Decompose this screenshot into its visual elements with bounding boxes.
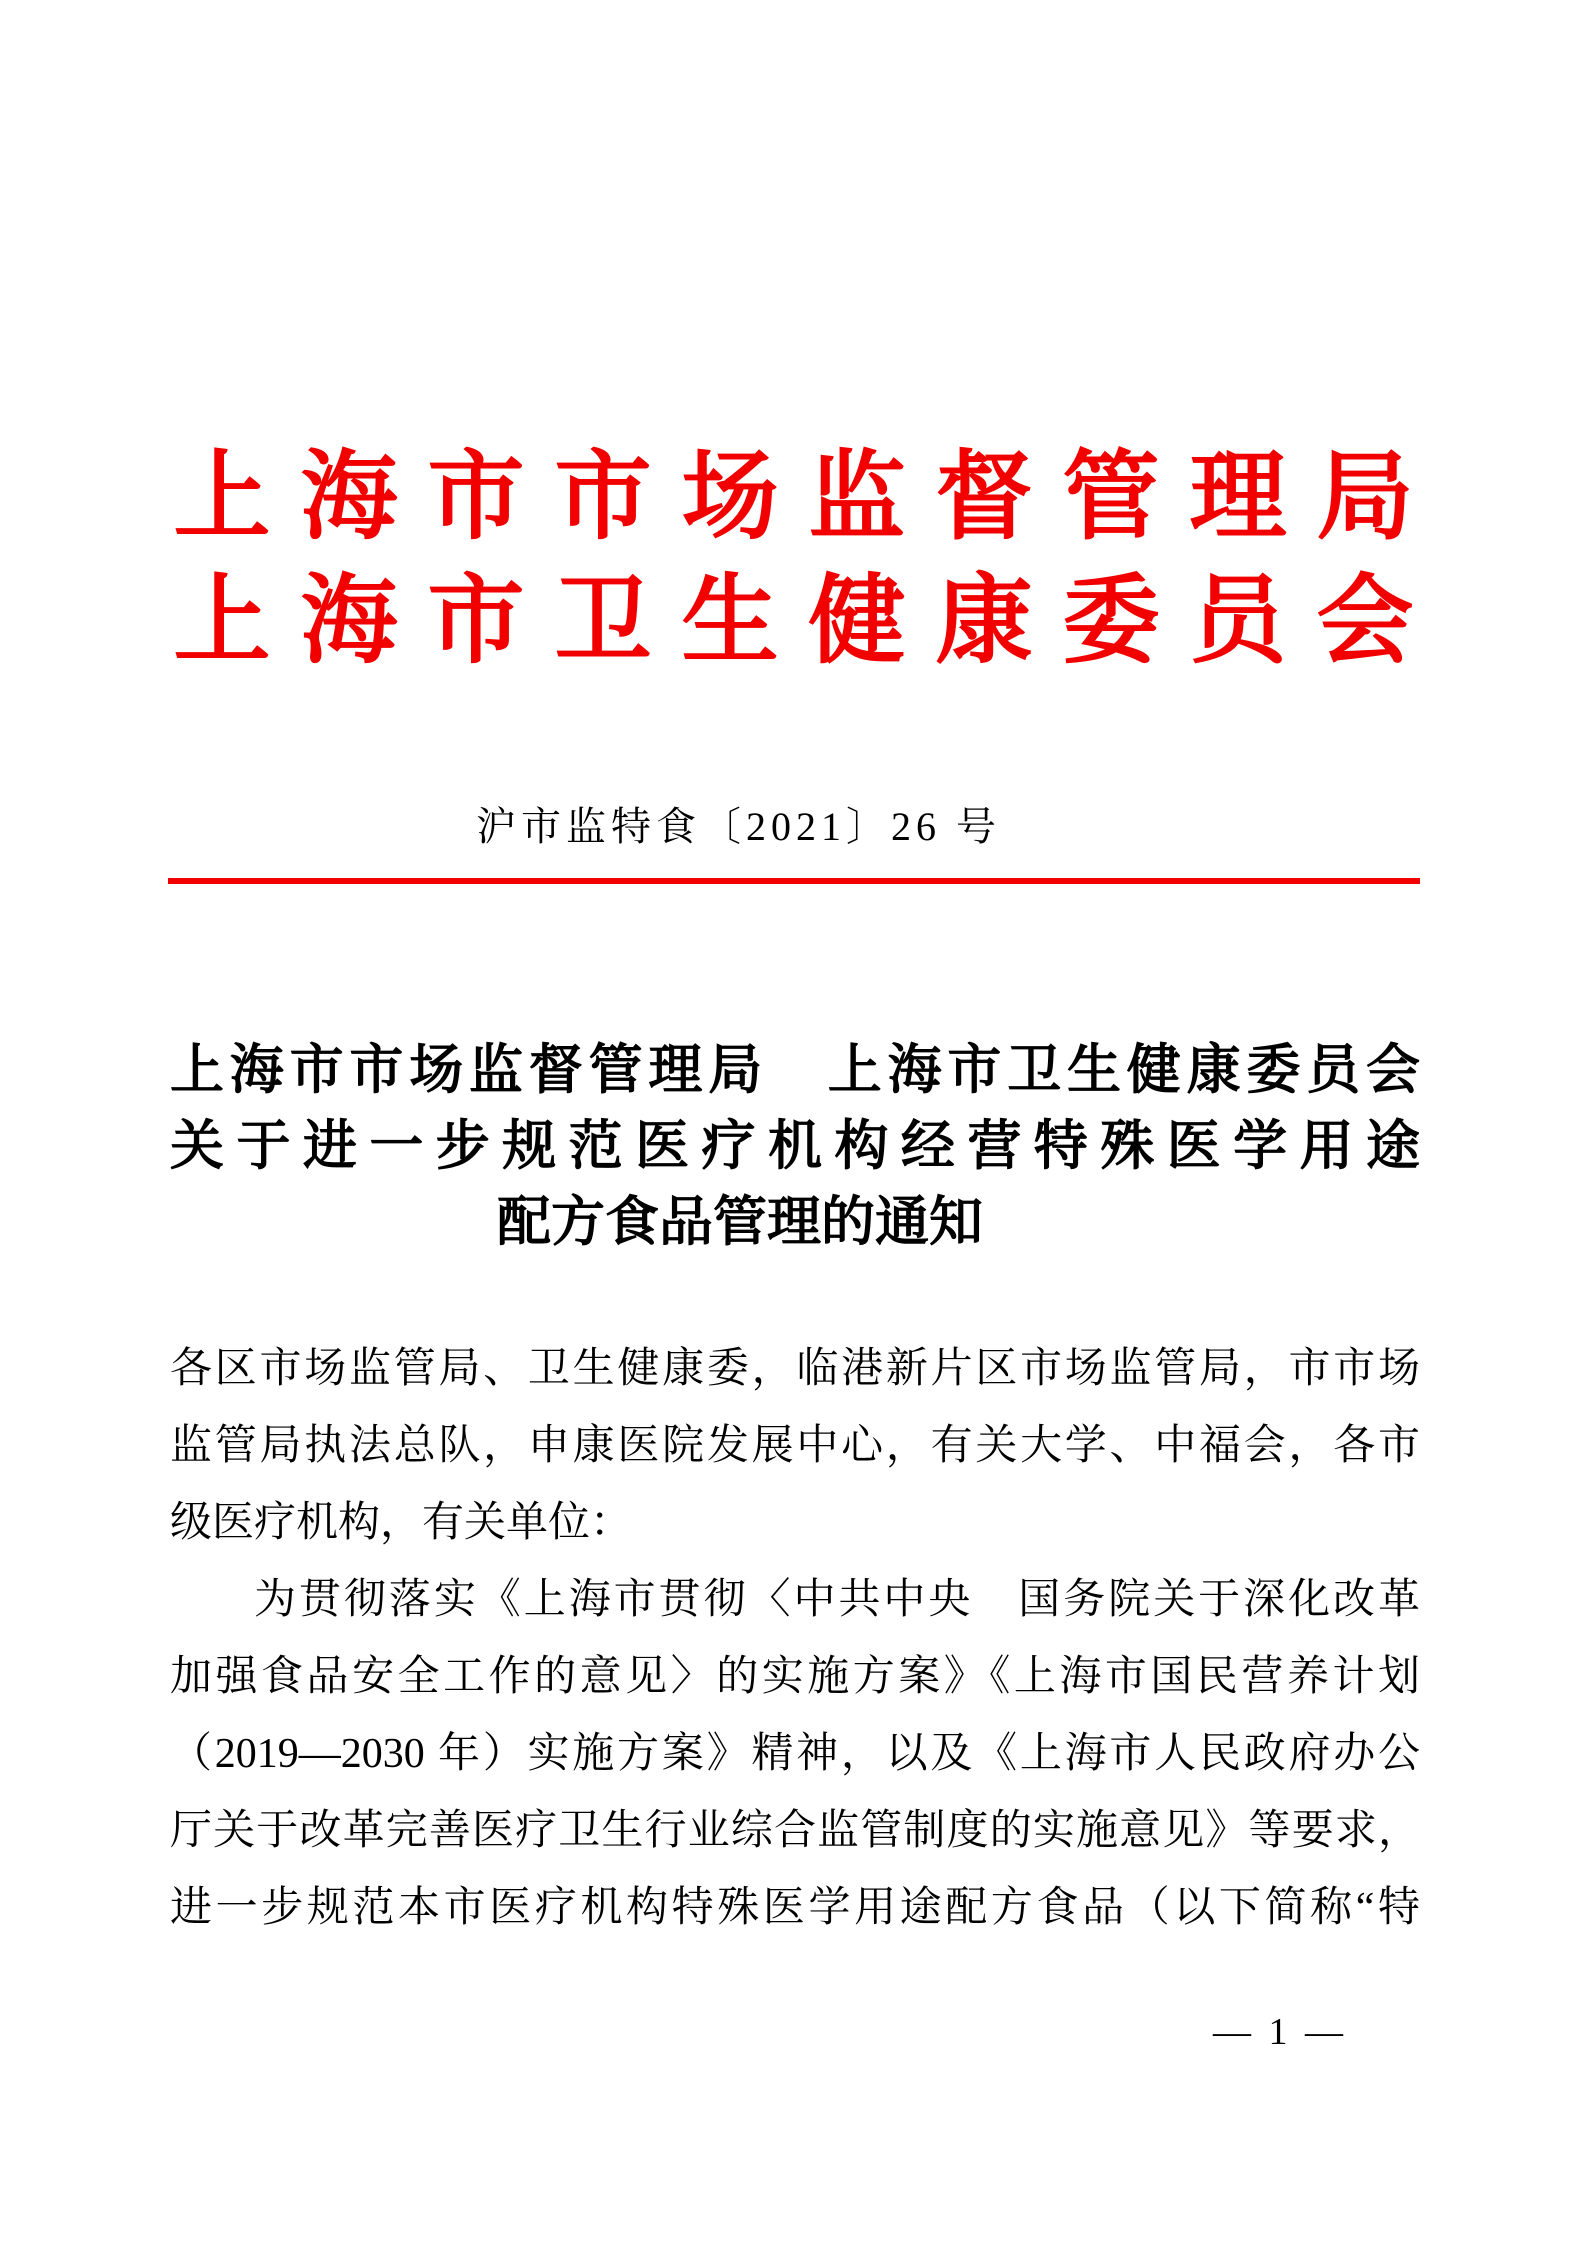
notice-title-line-2: 关于进一步规范医疗机构经营特殊医学用途: [170, 1116, 1420, 1176]
paragraph-intro: [170, 1562, 1420, 1947]
recipients-line-3: 级医疗机构，有关单位：: [170, 1500, 633, 1546]
recipients-line-2: 监管局执法总队，申康医院发展中心，有关大学、中福会，各市: [170, 1423, 1420, 1469]
notice-title: [170, 1032, 1420, 1260]
intro-line-2: 加强食品安全工作的意见〉的实施方案》《上海市国民营养计划: [170, 1654, 1420, 1700]
red-divider-rule: [168, 878, 1420, 884]
document-number: 沪市监特食〔2021〕26 号: [476, 804, 1001, 849]
letterhead: [0, 0, 1587, 684]
paragraph-recipients: [170, 1331, 1420, 1562]
notice-title-line-3: 配方食品管理的通知: [497, 1192, 983, 1252]
intro-line-3: （2019—2030 年）实施方案》精神，以及《上海市人民政府办公: [170, 1731, 1420, 1777]
page-number: — 1 —: [1213, 2011, 1347, 2053]
notice-title-line-1: 上海市市场监督管理局 上海市卫生健康委员会: [170, 1040, 1420, 1100]
intro-line-4: 厅关于改革完善医疗卫生行业综合监管制度的实施意见》等要求，: [170, 1808, 1420, 1854]
notice-body: [170, 1331, 1420, 1947]
intro-line-1: 为贯彻落实《上海市贯彻〈中共中央 国务院关于深化改革: [254, 1577, 1420, 1623]
agency-name-line-2: 上海市卫生健康委员会: [173, 568, 1444, 675]
recipients-line-1: 各区市场监管局、卫生健康委，临港新片区市场监管局，市市场: [170, 1346, 1420, 1392]
agency-name-line-1: 上海市市场监督管理局: [173, 444, 1444, 551]
intro-line-5: 进一步规范本市医疗机构特殊医学用途配方食品（以下简称“特: [170, 1885, 1420, 1931]
